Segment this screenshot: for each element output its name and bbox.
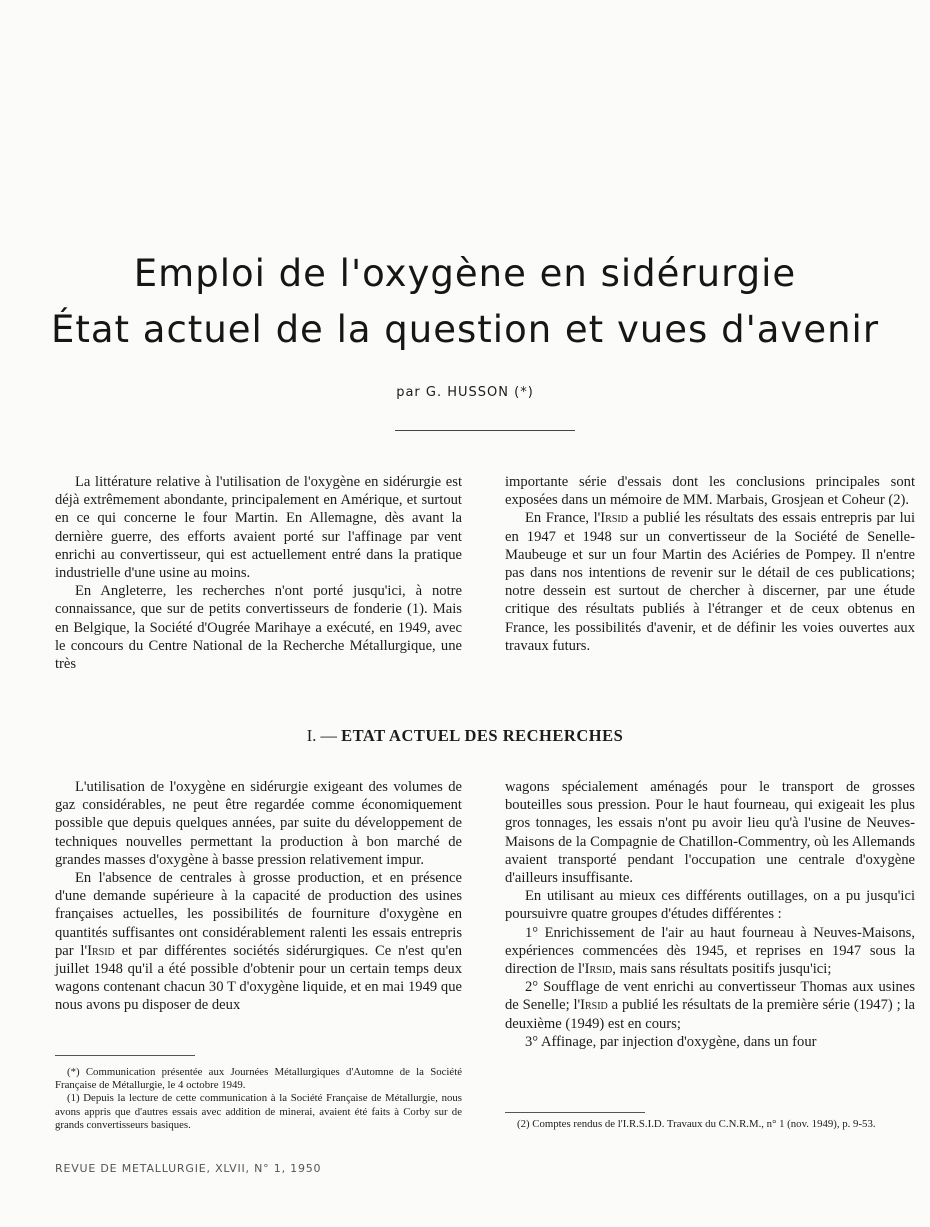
author-byline: par G. HUSSON (*) <box>396 385 534 400</box>
paragraph: wagons spécialement aménagés pour le transport de grosses bouteilles sous pression. Pour le haut fourneau, qui exigeait les plus gros tonnages, les essais n'ont pu avoir lieu qu'à l'usine de Neuves-Maisons de la Compagnie de Chatillon-Commentry, où les Allemands avaient transporté pendant l'occupation une centrale d'oxygène d'ailleurs insuffisante. <box>505 779 915 887</box>
paragraph: En Angleterre, les recherches n'ont porté jusqu'ici, à notre connaissance, que sur de petits convertisseurs de fonderie (1). Mais en Belgique, la Société d'Ougrée Marihaye a exécuté, en 1949, avec le concours du Centre National de la Recherche Métallurgique, une très <box>55 583 462 673</box>
paragraph <box>55 869 462 1015</box>
list-item <box>505 924 915 979</box>
footnote-star: (*) Communication présentée aux Journées Métallurgiques d'Automne de la Société Française de Métallurgie, le 4 octobre 1949. <box>55 1066 462 1092</box>
list-item: 3° Affinage, par injection d'oxygène, dans un four <box>525 1033 817 1050</box>
irsid-acronym: Irsid <box>584 961 613 978</box>
body-column-left <box>55 778 462 1015</box>
intro-column-right <box>505 473 915 655</box>
section-number: I. — <box>306 726 337 745</box>
title-separator-rule <box>395 430 575 431</box>
irsid-acronym: Irsid <box>600 510 628 527</box>
paragraph: En utilisant au mieux ces différents outillages, on a pu jusqu'ici poursuivre quatre groupes d'études différentes : <box>505 888 915 923</box>
text-run: a publié les résultats des essais entrepris par lui en 1947 et 1948 sur un convertisseur de la Société de Senelle-Maubeuge et sur un four Martin des Aciéries de Pompey. Il n'entre pas dans nos intentions de revenir sur le détail de ces publications; notre dessein est surtout de chercher à discerner, par une étude critique des résultats publiés à l'étranger et de ceux obtenus en France, les possibilités d'avenir, et de définir les voies ouvertes aux travaux futurs. <box>505 510 916 654</box>
footnote-rule-right <box>505 1112 645 1113</box>
paragraph <box>505 509 915 655</box>
title-line-2: État actuel de la question et vues d'avenir <box>50 308 880 351</box>
body-column-right <box>505 778 915 1051</box>
paragraph: L'utilisation de l'oxygène en sidérurgie exigeant des volumes de gaz considérables, ne peut être regardée comme économiquement possible que depuis quelques années, par suite du développement de techniques nouvelles permettant la production à bon marché de grandes masses d'oxygène à basse pression relativement impur. <box>55 779 462 868</box>
text-run: 1° Enrichissement de l'air au haut fourneau à Neuves-Maisons, expériences commencées dès 1945, et reprises en 1947 sous la direction de l' <box>505 924 915 978</box>
text-run: , mais sans résultats positifs jusqu'ici; <box>612 961 832 978</box>
irsid-acronym: Irsid <box>87 942 115 959</box>
title-line-1: Emploi de l'oxygène en sidérurgie <box>133 252 797 295</box>
list-item <box>505 978 915 1033</box>
text-run: En France, l' <box>525 510 601 527</box>
text-run: En l'absence de centrales à grosse production, et en présence d'une demande supérieure à la capacité de production des usines françaises actuelles, les possibilités de fourniture d'oxygène en quantités suffisantes ont considérablement ralenti les essais entrepris par l' <box>55 870 462 959</box>
footnotes-right <box>505 1118 915 1131</box>
irsid-acronym: Irsid <box>580 997 608 1014</box>
running-footer: REVUE DE METALLURGIE, XLVII, N° 1, 1950 <box>55 1162 322 1175</box>
paragraph: La littérature relative à l'utilisation de l'oxygène en sidérurgie est déjà extrêmement abondante, principalement en Amérique, et surtout en ce qui concerne le four Martin. En Allemagne, dès avant la dernière guerre, des efforts avaient porté sur l'affinage par vent enrichi au convertisseur, qui est actuellement entré dans la pratique industrielle d'une usine au moins. <box>55 474 462 582</box>
footnote-2: (2) Comptes rendus de l'I.R.S.I.D. Travaux du C.N.R.M., n° 1 (nov. 1949), p. 9-53. <box>517 1118 876 1130</box>
section-heading <box>0 726 930 746</box>
text-run: et par différentes sociétés sidérurgiques. Ce n'est qu'en juillet 1948 qu'il a été possible d'obtenir pour un certain temps deux wagons contenant chacun 30 T d'oxygène liquide, et en mai 1949 que nous avons pu disposer de deux <box>55 942 463 1014</box>
text-run: 2° Soufflage de vent enrichi au convertisseur Thomas aux usines de Senelle; l' <box>505 979 915 1014</box>
footnote-rule-left <box>55 1055 195 1056</box>
section-title: ETAT ACTUEL DES RECHERCHES <box>341 726 624 745</box>
footnote-1: (1) Depuis la lecture de cette communication à la Société Française de Métallurgie, nous avons appris que d'autres essais avec addition de minerai, avaient été faits à Corby sur de grands convertisseurs basiques. <box>55 1092 462 1131</box>
intro-column-left <box>55 473 462 673</box>
paragraph: importante série d'essais dont les conclusions principales sont exposées dans un mémoire de MM. Marbais, Grosjean et Coheur (2). <box>505 474 915 509</box>
footnotes-left <box>55 1066 462 1132</box>
text-run: a publié les résultats de la première série (1947) ; la deuxième (1949) est en cours; <box>505 997 915 1032</box>
